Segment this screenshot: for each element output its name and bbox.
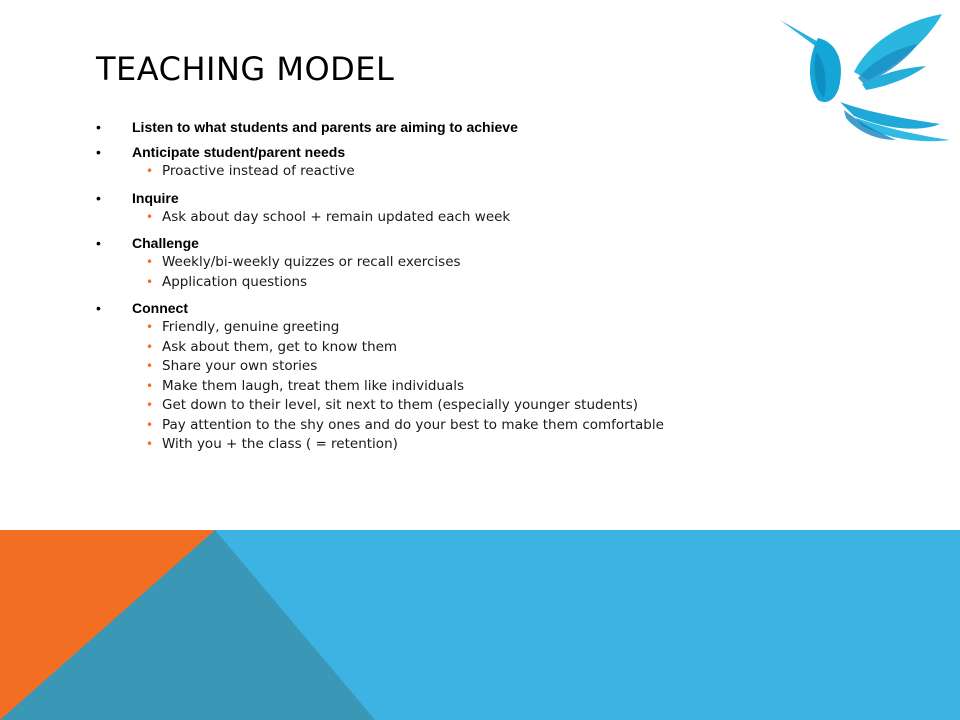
sub-bullet-list [132,208,736,228]
sub-bullet-list [132,318,736,455]
bullet-item [96,118,736,136]
sub-bullet-item [146,273,736,293]
sub-bullet-item [146,162,736,182]
sub-bullet-dot-icon: • [146,255,154,269]
bullet-dot-icon: • [96,235,101,251]
bird-body [810,38,841,102]
sub-bullet-text: Pay attention to the shy ones and do your best to make them comfortable [162,416,664,433]
sub-bullet-item [146,253,736,273]
sub-bullet-text: With you + the class ( = retention) [162,436,398,452]
sub-bullet-text: Ask about day school + remain updated each week [162,208,511,225]
sub-bullet-text: Get down to their level, sit next to them (especially younger students) [162,397,639,413]
sub-bullet-dot-icon: • [146,320,154,334]
sub-bullet-list [132,253,736,292]
bullet-dot-icon: • [96,119,101,135]
sub-bullet-item [146,338,736,358]
sub-bullet-list [132,162,736,182]
sub-bullet-item [146,357,736,377]
sub-bullet-dot-icon: • [146,359,154,373]
bullet-dot-icon: • [96,144,101,160]
slide-title: TEACHING MODEL [96,50,395,88]
sub-bullet-text: Application questions [162,273,308,290]
sub-bullet-dot-icon: • [146,339,154,354]
sub-bullet-item [146,208,736,228]
sub-bullet-item [146,377,736,397]
footer-band [0,530,960,720]
sub-bullet-item [146,396,736,416]
bullet-label: Listen to what students and parents are aiming to achieve [132,119,518,135]
sub-bullet-dot-icon: • [146,437,154,451]
sub-bullet-item [146,435,736,455]
bullet-label: Inquire [132,189,179,206]
sub-bullet-dot-icon: • [146,417,154,432]
sub-bullet-text: Proactive instead of reactive [162,163,355,179]
bullet-dot-icon: • [96,189,101,206]
bullet-label: Connect [132,300,188,316]
bullet-list [96,118,736,462]
sub-bullet-text: Ask about them, get to know them [162,338,398,355]
hummingbird-logo-icon [770,8,955,148]
sub-bullet-text: Weekly/bi-weekly quizzes or recall exercises [162,254,461,270]
sub-bullet-dot-icon: • [146,378,154,393]
bullet-item [96,189,736,228]
sub-bullet-dot-icon: • [146,209,154,224]
sub-bullet-text: Share your own stories [162,358,318,374]
bullet-label: Anticipate student/parent needs [132,144,346,160]
sub-bullet-dot-icon: • [146,274,154,289]
sub-bullet-dot-icon: • [146,164,154,178]
sub-bullet-item [146,416,736,436]
sub-bullet-text: Make them laugh, treat them like individuals [162,377,465,394]
bullet-label: Challenge [132,235,199,251]
sub-bullet-dot-icon: • [146,398,154,412]
bullet-item [96,143,736,182]
bullet-item [96,234,736,292]
sub-bullet-text: Friendly, genuine greeting [162,319,340,335]
bullet-item [96,299,736,455]
bullet-dot-icon: • [96,300,101,316]
sub-bullet-item [146,318,736,338]
